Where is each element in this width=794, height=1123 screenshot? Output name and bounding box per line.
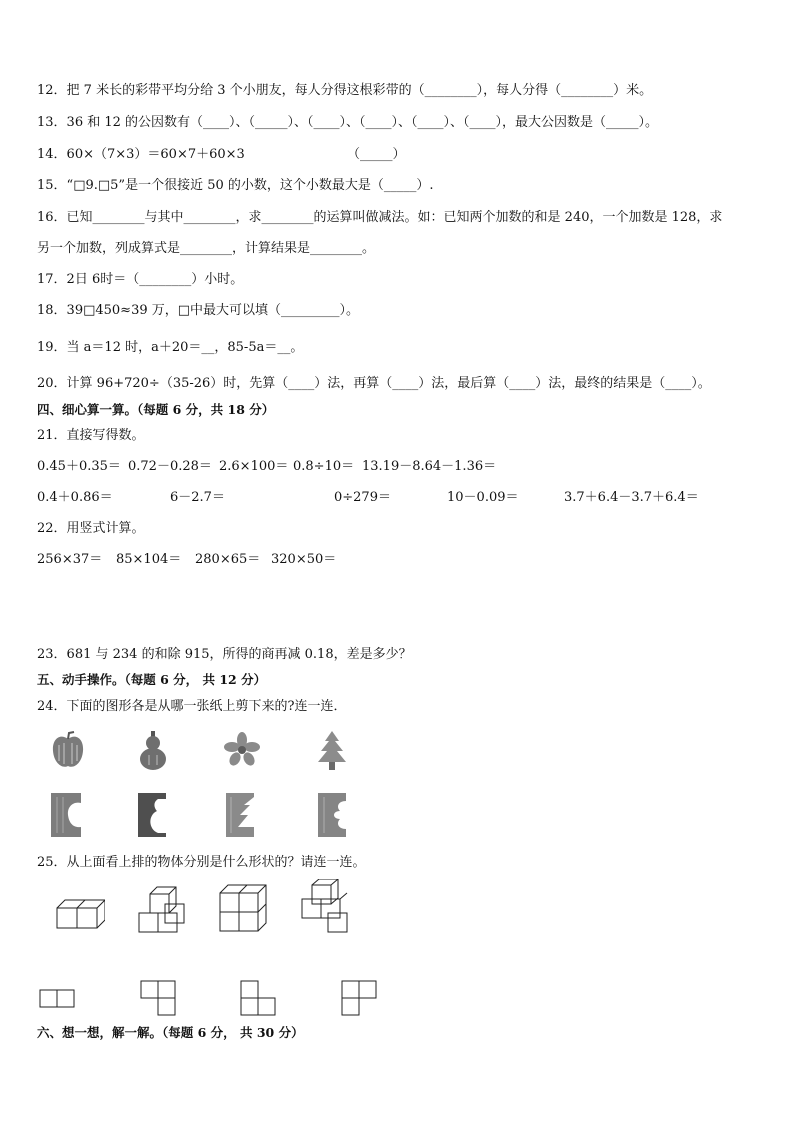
section-5-heading: 五、动手操作。（每题 6 分， 共 12 分） <box>37 672 267 687</box>
gourd-cutout-icon <box>137 731 169 771</box>
calc-item: 0.4＋0.86＝ <box>37 490 113 505</box>
top-view-shape-4-icon <box>341 980 377 1016</box>
tree-cutout-icon <box>315 731 349 771</box>
question-22-title: 22．用竖式计算。 <box>37 521 145 536</box>
calc-item: 280×65＝ <box>195 552 261 567</box>
calc-item: 320×50＝ <box>271 552 337 567</box>
cube-stack-2-icon <box>137 883 189 935</box>
apple-cutout-icon <box>50 731 86 771</box>
cube-stack-1-icon <box>55 887 105 932</box>
calc-item: 0.45＋0.35＝ <box>37 459 121 474</box>
calc-item: 10－0.09＝ <box>447 490 519 505</box>
question-15: 15．“□9.□5”是一个很接近 50 的小数，这个小数最大是（_____）. <box>37 178 434 193</box>
flower-cutout-icon <box>223 732 261 768</box>
question-17: 17．2日 6时＝（________）小时。 <box>37 272 244 287</box>
question-18: 18．39□450≈39 万，□中最大可以填（_________）。 <box>37 303 360 318</box>
question-24: 24．下面的图形各是从哪一张纸上剪下来的?连一连． <box>37 699 347 714</box>
section-4-heading: 四、细心算一算。（每题 6 分，共 18 分） <box>37 402 275 417</box>
top-view-shape-1-icon <box>39 989 77 1009</box>
calc-item: 0.72－0.28＝ <box>128 459 212 474</box>
question-19: 19．当 a＝12 时，a＋20＝__，85-5a＝__。 <box>37 340 304 355</box>
calc-item: 3.7＋6.4－3.7＋6.4＝ <box>564 490 699 505</box>
question-14-answer-blank: （_____） <box>347 147 406 162</box>
calc-item: 0÷279＝ <box>334 490 391 505</box>
calc-item: 13.19－8.64－1.36＝ <box>362 459 497 474</box>
calc-item: 256×37＝ <box>37 552 103 567</box>
question-12: 12．把 7 米长的彩带平均分给 3 个小朋友，每人分得这根彩带的（________），每人分得（________）米。 <box>37 83 653 98</box>
cube-stack-3-icon <box>218 883 268 933</box>
section-6-heading: 六、想一想，解一解。（每题 6 分， 共 30 分） <box>37 1025 304 1040</box>
calc-item: 0.8÷10＝ <box>293 459 355 474</box>
paper-with-tree-hole-icon <box>226 793 254 837</box>
calc-item: 85×104＝ <box>116 552 182 567</box>
calc-item: 6－2.7＝ <box>170 490 225 505</box>
question-20: 20．计算 96+720÷（35-26）时，先算（____）法，再算（____）法，最后算（____）法，最终的结果是（____）。 <box>37 376 711 391</box>
question-21-title: 21．直接写得数。 <box>37 428 145 443</box>
question-16-line-2: 另一个加数，列成算式是________，计算结果是________。 <box>37 241 376 256</box>
top-view-shape-2-icon <box>140 980 176 1016</box>
calc-item: 2.6×100＝ <box>219 459 289 474</box>
question-14: 14．60×（7×3）＝60×7＋60×3 <box>37 147 245 162</box>
question-13: 13．36 和 12 的公因数有（____）、（_____）、（____）、（____）、（____）、（____），最大公因数是（_____）。 <box>37 115 659 130</box>
paper-with-apple-hole-icon <box>51 793 81 837</box>
cube-stack-4-icon <box>300 879 352 935</box>
question-23: 23．681 与 234 的和除 915，所得的商再减 0.18，差是多少？ <box>37 647 412 662</box>
paper-with-flower-hole-icon <box>318 793 346 837</box>
question-16-line-1: 16．已知________与其中________，求________的运算叫做减法。如：已知两个加数的和是 240，一个加数是 128，求 <box>37 210 723 225</box>
top-view-shape-3-icon <box>240 980 276 1016</box>
question-25: 25．从上面看上排的物体分别是什么形状的？请连一连。 <box>37 855 366 870</box>
paper-with-gourd-hole-icon <box>138 793 166 837</box>
